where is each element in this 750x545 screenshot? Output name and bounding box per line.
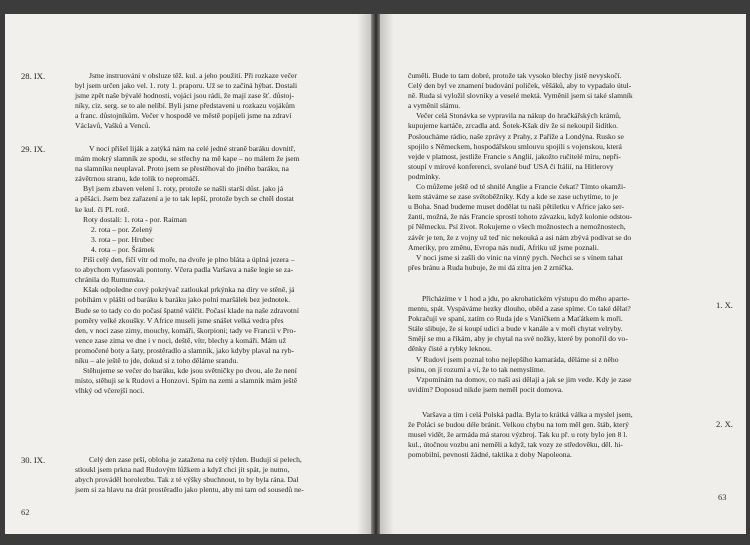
text-line: vence zase zima ve dne i v noci, deště, vítr, blechy a komáři. Mám už (75, 335, 286, 345)
entry-text (408, 294, 631, 395)
text-line: níku – ale ještě to jde, dokud si z toho děláme srandu. (75, 355, 239, 365)
right-page (380, 14, 746, 534)
entry-date: 29. IX. (21, 144, 46, 154)
text-line: Varšava a tím i celá Polská padla. Byla to krátká válka a myslel jsem, (422, 410, 633, 419)
text-line: níky, ciz. serg. se to ale nelíbí. Byli jsme představeni u rozkazu vojákům (75, 101, 295, 111)
text-line: ně. Ruda si vyložil slovníky a veselé mektá. Vyměnil jsem si také slamník (408, 91, 633, 101)
text-line: žanti, možná, že nás Francie sprostí tohoto závazku, když kolonie odstou- (408, 212, 633, 222)
text-line: vejde v platnost, jestliže Francie s Anglií, jakožto ručitelé míru, nepři- (408, 151, 621, 161)
entry-date: 30. IX. (21, 455, 46, 465)
text-line: pomobilní, pevnosti žádné, taktika z doby Napoleona. (408, 450, 572, 460)
text-line: a franc. důstojníkům. Večer v hospodě ve městě popíjeli jsme na zdraví (75, 111, 292, 121)
text-line: abych prováděl horolezbu. Tak z té výšky sbuchnout, to by byla rána. Dal (75, 475, 299, 485)
left-page (5, 14, 371, 534)
text-line: Stále slibuje, že si koupí udici a bude v kanále a v moři chytat velryby. (408, 324, 623, 334)
text-line: V noci přišel liják a zatýká nám na celé jedné straně baráku dovnitř, (89, 144, 296, 153)
text-line: Celý den byl ve znamení budování poliček, věšáků, aby to vypadalo útul- (408, 81, 632, 91)
text-line: čuměli. Bude to tam dobré, protože tak vysoko blechy jistě nevyskočí. (408, 71, 622, 80)
text-line: chránila do Rumunska. (75, 275, 146, 285)
entry-text (75, 144, 300, 396)
text-line: uvidím? Doposud nikde jsem neměl pocit domova. (408, 384, 564, 394)
text-line: Vzpomínám na domov, co naši asi dělají a jak se jim vede. Kdy je zase (416, 374, 632, 384)
text-line: kupujeme kartáče, zrcadla atd. Šotek-Kšak dív že si nekoupil šidítko. (408, 121, 619, 131)
page-fold-shadow (357, 14, 371, 534)
text-line: jsme zpět naše bývalé hodnosti, vojáci jsou rádi, že mají zase šť. důstoj- (75, 91, 294, 101)
entry-text (408, 410, 633, 460)
text-line: Václavů, Vašků a Venců. (75, 121, 151, 131)
text-line: to abychom vyfasovali pontony. Včera padla Varšava a naše legie se za- (75, 265, 294, 275)
text-line: Píší celý den, fičí vítr od moře, na dvoře je plno bláta a úplná jezera – (83, 255, 295, 265)
text-line: kul., útočnou vozbu ani neměli a když, tak vozy ze středověku, děl. hi- (408, 440, 623, 450)
entry-date: 1. X. (716, 300, 733, 310)
text-line: přes bránu a Ruda hubuje, že mi dá zítra jen 2 zrníčka. (408, 262, 574, 272)
page-number: 63 (718, 492, 727, 502)
text-line: musel vidět, že armáda má starou výzbroj. Tak ku př. u roty bylo jen 8 l. (408, 430, 628, 440)
text-line: stoupí v mírové konferenci, svolané buď USA či Itálií, na Hitlerovy (408, 161, 614, 171)
text-line: Posloucháme rádio, naše zprávy z Prahy, z Paříže a Londýna. Rusko se (408, 131, 624, 141)
text-line: ke kul. či PL rotě. (75, 204, 130, 214)
text-line: den, v noci zase zimy, mouchy, komáři, škorpioni; tady ve Francii v Pro- (75, 325, 296, 335)
text-line: V Rudovi jsem poznal toho nejlepšího kamaráda, děláme si z něho (416, 354, 619, 364)
text-line: závěr je ten, že z vojny už teď nic nekouká a asi nám zbývá podívat se do (408, 232, 632, 242)
text-line: jsem si za hlavu na drát prostěradlo jako plentu, aby mi tam od sousedů ne- (75, 485, 304, 495)
text-line: pobíhám v plášti od baráku k baráku jako polní maršálek bez jednotek. (75, 295, 291, 305)
text-line: že Poláci se budou déle bránit. Velkou chybu na tom měl gen. štáb, který (408, 420, 629, 430)
text-line: mám mokrý slamník ze spodu, se střechy na mě kape – no málem že jsem (75, 154, 300, 164)
text-line: 2. rota – por. Zelený (91, 224, 153, 234)
text-line: Přicházíme v 1 hod a jdu, po akrobatickém výstupu do mého aparte- (422, 294, 630, 303)
text-line: Ameriky, pro změnu, Evropa nás nudí, Afriku už jsme poznali. (408, 242, 599, 252)
text-line: 4. rota – por. Šrámek (91, 244, 155, 254)
text-line: Pokračují ve spaní, zatím co Ruda jde s Vaníčkem a Maťátkem k moři. (408, 314, 623, 324)
book-gutter (371, 14, 380, 534)
entry-text (75, 455, 304, 495)
text-line: a vyměnil slámu. (408, 101, 461, 111)
text-line: Roty dostali: 1. rota - por. Raiman (83, 214, 187, 224)
text-line: Celý den zase prší, obloha je zatažena na celý týden. Budují si pelech, (89, 455, 302, 464)
text-line: poměry velké zkoušky. V Africe museli jsme snášet velká vedra přes (75, 315, 284, 325)
entry-date: 2. X. (716, 419, 733, 429)
text-line: Kšak odpoledne cový pokrývač zatloukal prkýnka na díry ve stěně, já (83, 285, 295, 295)
text-line: promočené boty a šaty, prostěradlo a slamník, jako kdyby plaval na ryb- (75, 345, 295, 355)
text-line: stloukl jsem prkna nad Rudovým lůžkem a když chci jít spát, je nutno, (75, 465, 290, 475)
text-line: Bude se to tady co do počasí špatně válčit. Počasí klade na naše zdravotní (75, 305, 299, 315)
page-fold-shadow (380, 14, 394, 534)
text-line: Jsme instruováni v obsluze těž. kul. a jeho použití. Při rozkaze večer (89, 71, 297, 80)
page-number: 62 (21, 507, 30, 517)
text-line: u Boha. Snad budeme muset dodělat tu naši pětiletku v Africe jako ser- (408, 202, 625, 212)
entry-date: 28. IX. (21, 71, 46, 81)
text-line: vlhký od včerejší noci. (75, 386, 145, 396)
text-line: Byl jsem zbaven velení 1. roty, protože se našli starší důst. jako já (83, 184, 284, 194)
text-line: děnky čisté a rybky leknou. (408, 344, 492, 354)
entry-text (408, 71, 633, 273)
text-line: 3. rota – por. Hrubec (91, 234, 154, 244)
text-line: mentu, spát. Vyspáváme hezky dlouho, oběd a zase spíme. Co také dělat? (408, 304, 631, 314)
text-line: Co můžeme ještě od té shnilé Anglie a Francie čekat? Tímto okamži- (416, 182, 626, 192)
text-line: Večer celá Stonávka se vypravila na nákup do hračkářských krámů, (416, 111, 621, 121)
text-line: Smějí se mu a říkám, aby je chytal na své nožky, které by ponořil do vo- (408, 334, 628, 344)
text-line: podmínky. (408, 171, 441, 181)
text-line: kem stáváme se zase světoběžníky. Kdy a kde se zase uchytíme, to je (408, 192, 618, 202)
text-line: byl jsem určen jako vel. 1. roty 1. praporu. Už se to začíná hýbat. Dostali (75, 81, 298, 91)
text-line: místo, stěhuji se k Rudovi a Honzovi. Spím na zemi a slamník mám ještě (75, 376, 298, 386)
text-line: na slamníku neuplaval. Proto jsem se přestěhoval do jiného baráku, na (75, 164, 289, 174)
text-line: V noci jsme si zašli do vinic na vinný pych. Nechci se s vínem tahat (416, 252, 623, 262)
text-line: a pěšáci. Jsem bez zařazení a je to tak lepší, protože bych se chtěl dostat (75, 194, 294, 204)
entry-text (75, 71, 297, 132)
text-line: Stěhujeme se večer do baráku, kde jsou světničky po dvou, ale že není (83, 366, 297, 376)
text-line: pí Německu. Psí život. Rokujeme o všech možnostech a nemožnostech, (408, 222, 626, 232)
text-line: psinu, on jí rozumí a ví, že to tak nemyslíme. (408, 364, 546, 374)
text-line: spojilo s Německem, hospodářskou smlouvu spojili s vojenskou, která (408, 141, 622, 151)
text-line: závětrnou stranu, kde tolik to nepromáčí. (75, 174, 200, 184)
